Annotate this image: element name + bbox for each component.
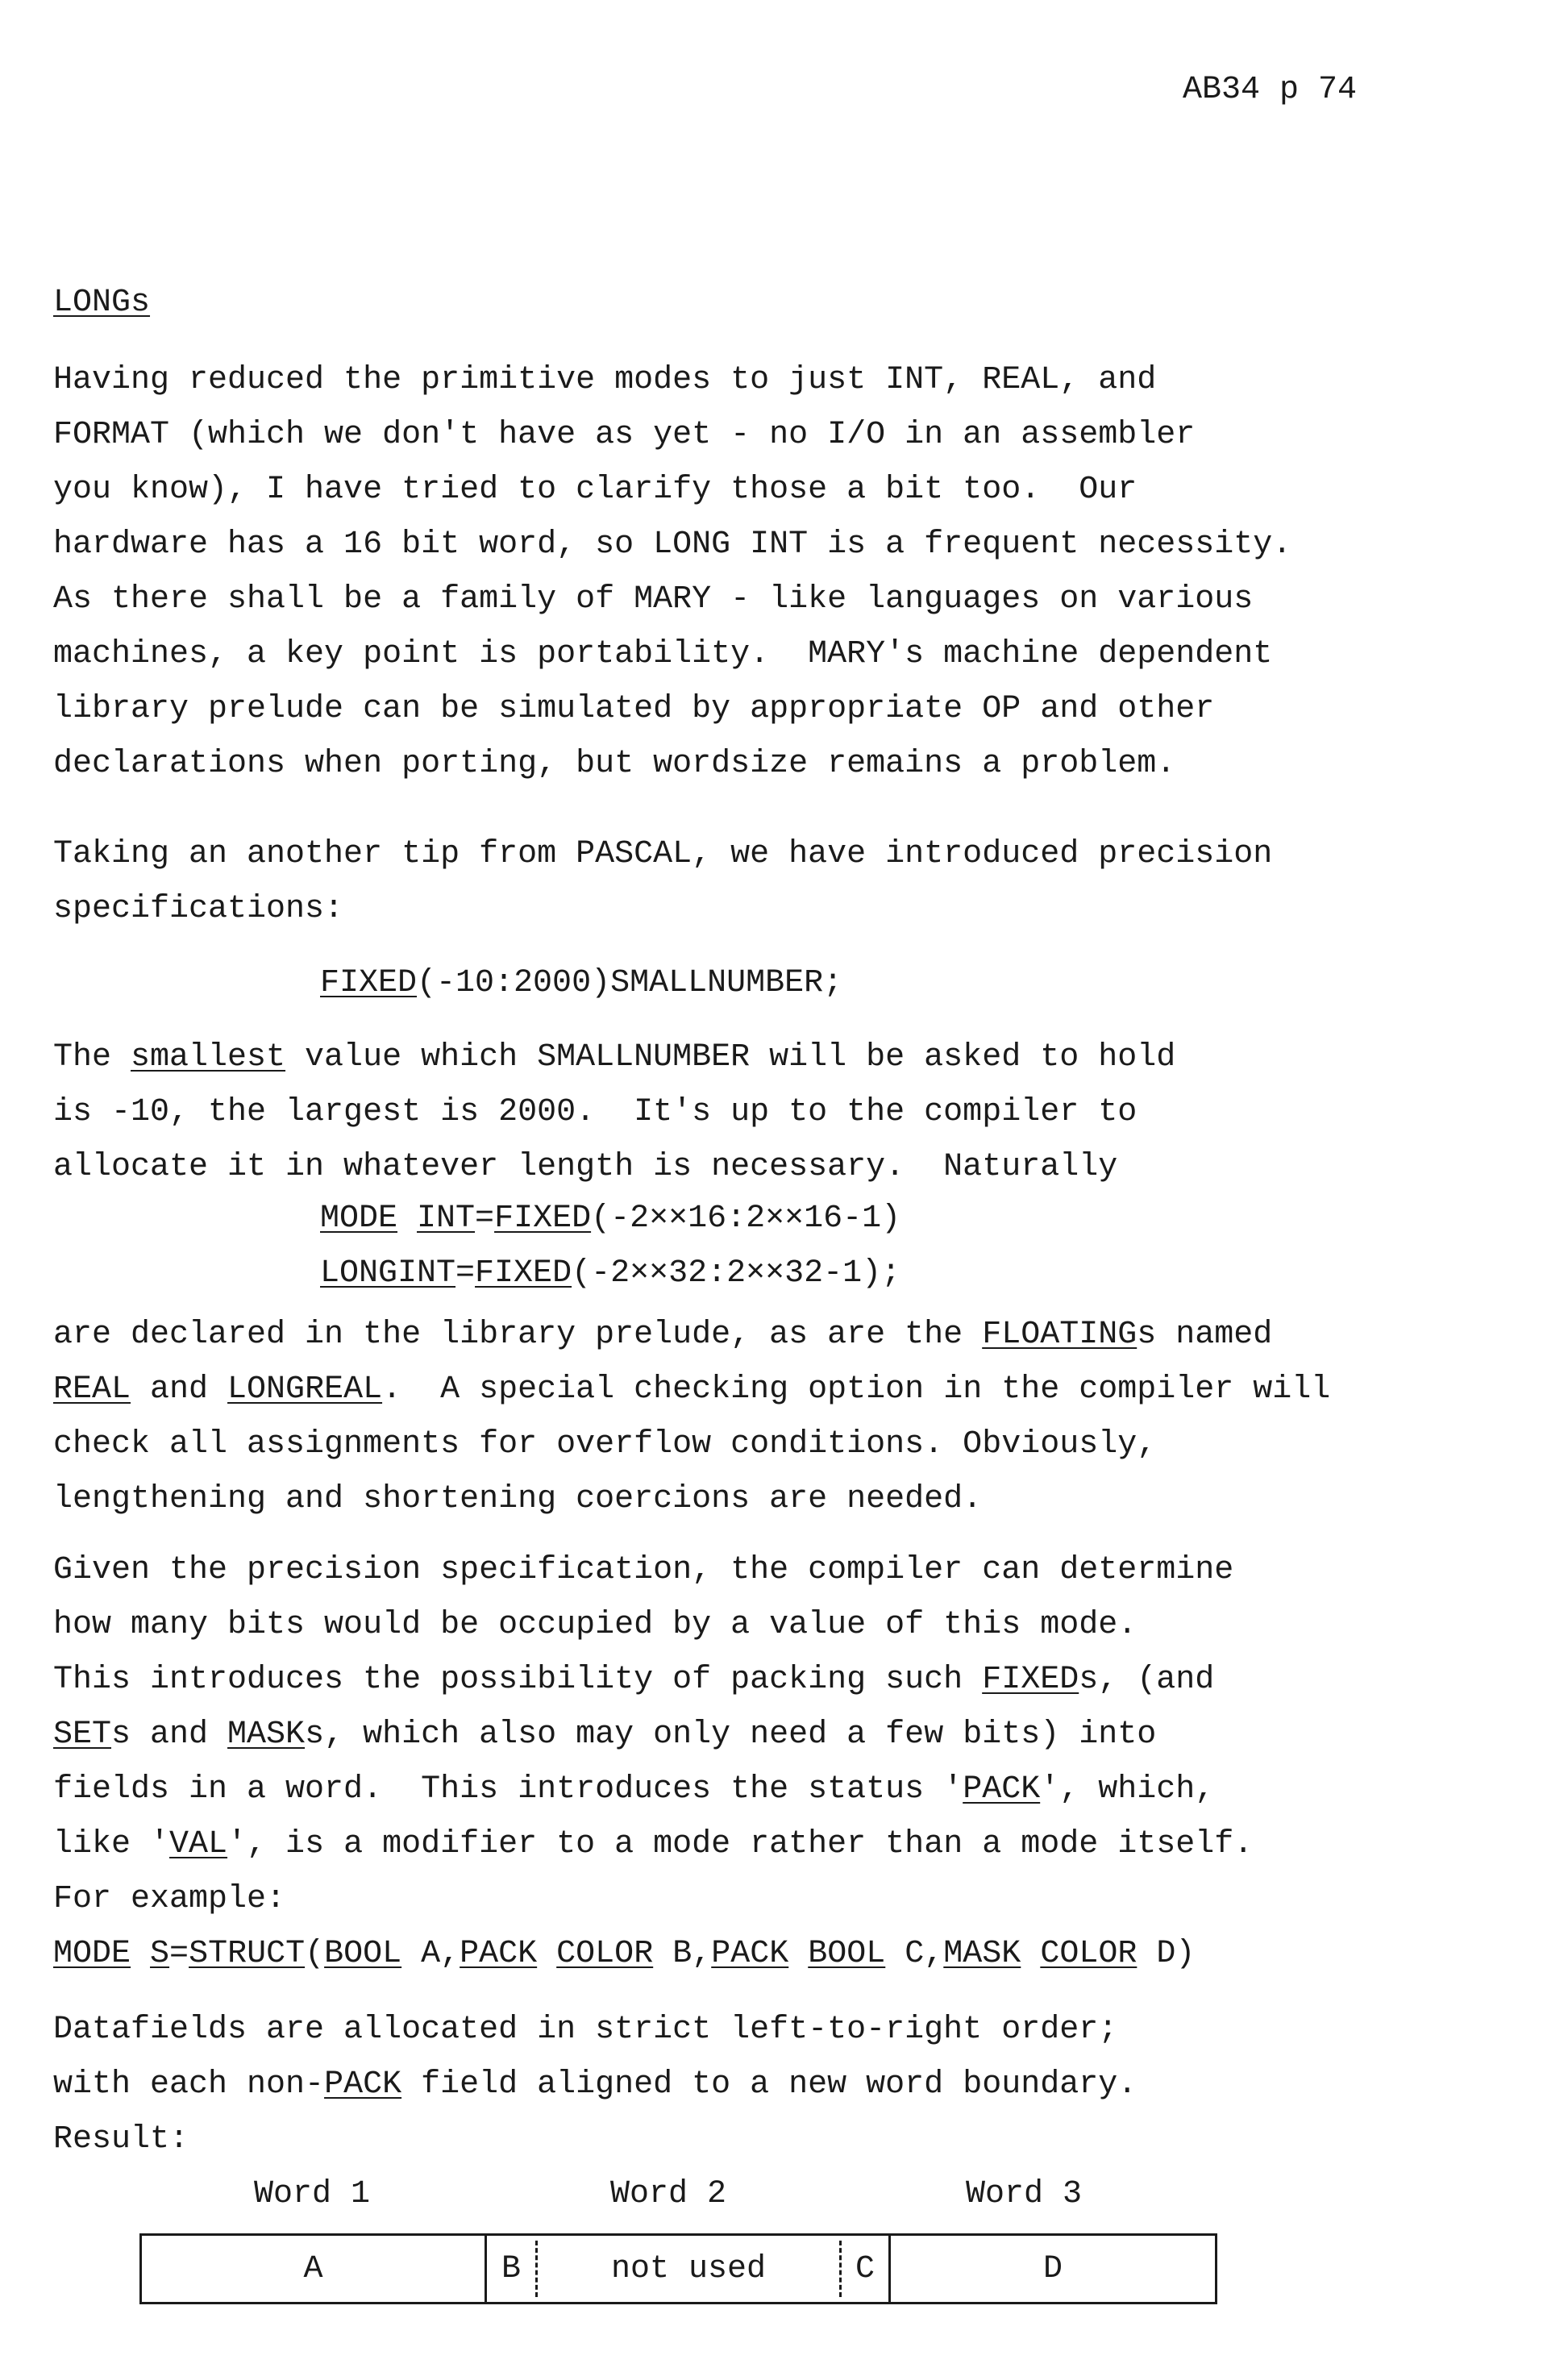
code-struct-example: [53, 1935, 1195, 1974]
text-line: [53, 1371, 1330, 1409]
unused-cell: [538, 2236, 839, 2302]
keyword-pack: PACK: [711, 1936, 789, 1972]
keyword-bool: BOOL: [324, 1936, 402, 1972]
keyword-bool: BOOL: [808, 1936, 886, 1972]
text-span: with each non-: [53, 2066, 325, 2103]
keyword-color: COLOR: [1040, 1936, 1138, 1972]
keyword-mask: MASK: [227, 1717, 306, 1753]
text-line: [53, 2066, 1137, 2104]
word-layout-box: [139, 2233, 1217, 2304]
field-d-label: D: [1042, 2250, 1063, 2287]
text-line: hardware has a 16 bit word, so LONG INT is a frequent necessity.: [53, 526, 1292, 563]
keyword-longreal: LONGREAL: [227, 1371, 383, 1408]
code-text: [1021, 1936, 1040, 1972]
code-text: [397, 1201, 417, 1237]
keyword-mode: MODE: [320, 1201, 398, 1237]
text-span: . A special checking option in the compiler will: [382, 1371, 1331, 1408]
keyword-longint: LONGINT: [320, 1255, 456, 1292]
text-span: and: [131, 1371, 228, 1408]
text-line: Result:: [53, 2121, 189, 2158]
text-line: FORMAT (which we don't have as yet - no I/O in an assembler: [53, 417, 1196, 453]
text-line: you know), I have tried to clarify those a bit too. Our: [53, 472, 1138, 508]
keyword-val: VAL: [169, 1826, 228, 1862]
text-line: machines, a key point is portability. MARY's machine dependent: [53, 636, 1273, 672]
text-line: [53, 1316, 1272, 1355]
field-c-cell: [842, 2236, 888, 2302]
code-text: =: [169, 1936, 189, 1972]
code-text: (-2××16:2××16-1): [591, 1201, 901, 1237]
code-text: (-2××32:2××32-1);: [572, 1255, 901, 1292]
keyword-fixed: FIXED: [494, 1201, 592, 1237]
text-line: [53, 1661, 1214, 1700]
code-text: B,: [653, 1936, 712, 1972]
text-line: [53, 1825, 1253, 1864]
keyword-s: S: [150, 1936, 170, 1972]
text-span: s, (and: [1079, 1662, 1215, 1698]
word-3-label: Word 3: [966, 2176, 1083, 2212]
code-text: D): [1137, 1936, 1196, 1972]
keyword-mode: MODE: [53, 1936, 131, 1972]
text-line: As there shall be a family of MARY - like languages on various: [53, 581, 1254, 618]
keyword-pack: PACK: [460, 1936, 538, 1972]
code-fixed-smallnumber: [320, 964, 842, 1003]
keyword-pack: PACK: [963, 1771, 1041, 1808]
text-line: [53, 1038, 1175, 1077]
text-line: specifications:: [53, 891, 344, 927]
text-line: Taking an another tip from PASCAL, we have introduced precision: [53, 836, 1273, 872]
code-text: =: [475, 1201, 495, 1237]
code-text: [131, 1936, 150, 1972]
text-line: Given the precision specification, the compiler can determine: [53, 1552, 1234, 1588]
code-text: A,: [401, 1936, 460, 1972]
keyword-floating: FLOATING: [982, 1317, 1138, 1353]
code-line: [320, 1255, 900, 1293]
field-c-label: C: [855, 2250, 875, 2287]
field-a-cell: [142, 2236, 485, 2302]
page-reference: AB34 p 74: [1183, 72, 1358, 108]
field-b-label: B: [501, 2250, 521, 2287]
text-line: declarations when porting, but wordsize remains a problem.: [53, 746, 1176, 782]
text-span: s, which also may only need a few bits) into: [305, 1717, 1157, 1753]
emphasis-smallest: smallest: [131, 1039, 286, 1076]
text-span: field aligned to a new word boundary.: [401, 2066, 1138, 2103]
text-line: how many bits would be occupied by a value of this mode.: [53, 1607, 1138, 1643]
word-2-label: Word 2: [610, 2176, 727, 2212]
keyword-real: REAL: [53, 1371, 131, 1408]
text-span: ', which,: [1040, 1771, 1215, 1808]
text-span: like ': [53, 1826, 170, 1862]
text-line: check all assignments for overflow conditions. Obviously,: [53, 1426, 1157, 1463]
keyword-fixed: FIXED: [982, 1662, 1079, 1698]
section-heading: LONGs: [53, 285, 151, 321]
code-text: (: [305, 1936, 325, 1972]
keyword-set: SET: [53, 1717, 112, 1753]
text-line: Having reduced the primitive modes to just INT, REAL, and: [53, 362, 1157, 398]
text-line: is -10, the largest is 2000. It's up to the compiler to: [53, 1094, 1138, 1130]
field-d-cell: [891, 2236, 1215, 2302]
text-line: lengthening and shortening coercions are needed.: [53, 1481, 983, 1517]
field-b-cell: [487, 2236, 535, 2302]
text-line: allocate it in whatever length is necessary. Naturally: [53, 1149, 1118, 1185]
keyword-struct: STRUCT: [189, 1936, 306, 1972]
text-span: ', is a modifier to a mode rather than a mode itself.: [227, 1826, 1254, 1862]
code-text: [788, 1936, 808, 1972]
keyword-pack: PACK: [324, 2066, 402, 2103]
code-text: C,: [885, 1936, 944, 1972]
field-a-label: A: [303, 2250, 323, 2287]
text-line: Datafields are allocated in strict left-to-right order;: [53, 2012, 1118, 2048]
text-span: value which SMALLNUMBER will be asked to hold: [285, 1039, 1176, 1076]
text-span: The: [53, 1039, 131, 1076]
code-line: [320, 1200, 900, 1238]
text-span: s and: [111, 1717, 228, 1753]
text-line: [53, 1716, 1156, 1754]
text-span: fields in a word. This introduces the status ': [53, 1771, 963, 1808]
text-line: library prelude can be simulated by appropriate OP and other: [53, 691, 1215, 727]
code-text: =: [455, 1255, 476, 1292]
text-span: are declared in the library prelude, as are the: [53, 1317, 983, 1353]
unused-label: not used: [610, 2250, 767, 2287]
code-text: (-10:2000)SMALLNUMBER;: [417, 965, 843, 1001]
keyword-color: COLOR: [556, 1936, 654, 1972]
keyword-fixed: FIXED: [475, 1255, 572, 1292]
text-line: [53, 1771, 1214, 1809]
text-span: This introduces the possibility of packing such: [53, 1662, 983, 1698]
code-text: [537, 1936, 556, 1972]
keyword-fixed: FIXED: [320, 965, 418, 1001]
keyword-mask: MASK: [943, 1936, 1021, 1972]
text-line: For example:: [53, 1881, 286, 1917]
keyword-int: INT: [417, 1201, 476, 1237]
text-span: s named: [1137, 1317, 1273, 1353]
word-1-label: Word 1: [254, 2176, 371, 2212]
